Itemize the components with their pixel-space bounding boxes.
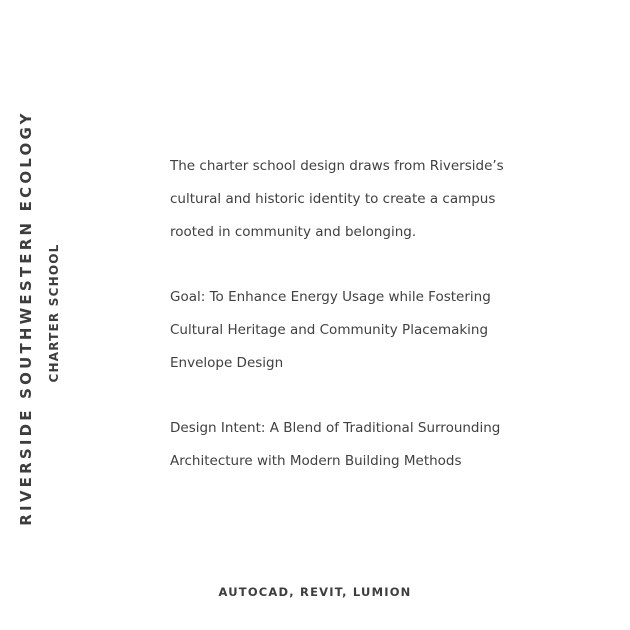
description-paragraph: The charter school design draws from Riverside’s cultural and historic identity to create a campus rooted in community and belonging. (170, 158, 504, 240)
description-block (170, 150, 610, 510)
project-title: RIVERSIDE SOUTHWESTERN ECOLOGY (17, 110, 35, 526)
project-subtitle: CHARTER SCHOOL (47, 243, 61, 383)
design-intent-paragraph: Design Intent: A Blend of Traditional Surrounding Architecture with Modern Building Methods (170, 420, 501, 469)
software-list: AUTOCAD, REVIT, LUMION (218, 585, 412, 599)
goal-paragraph: Goal: To Enhance Energy Usage while Fostering Cultural Heritage and Community Placemaking Envelope Design (170, 289, 491, 371)
